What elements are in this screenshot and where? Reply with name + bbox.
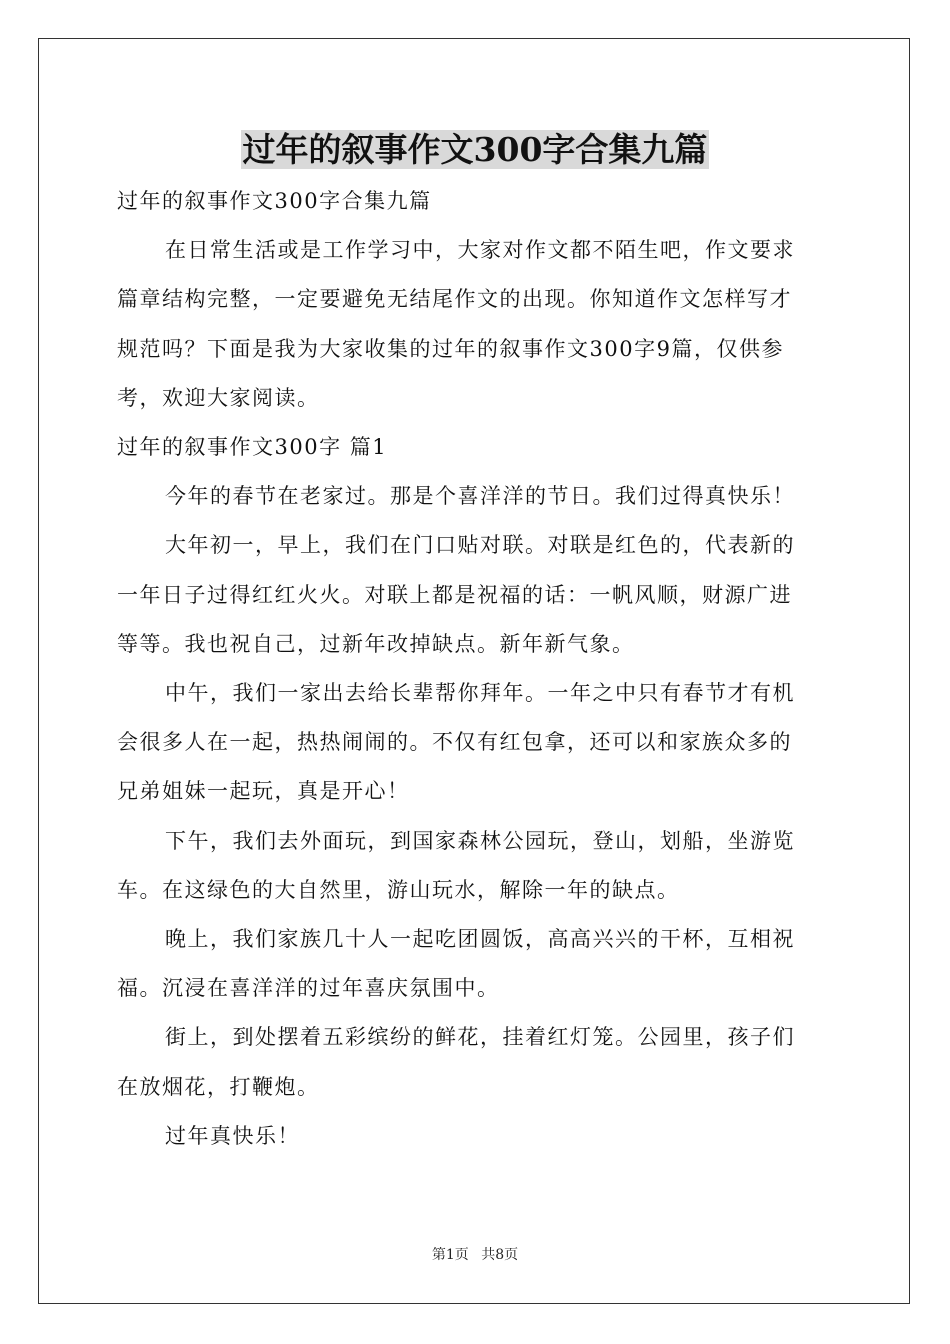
text-line: 过年真快乐！ <box>165 1123 300 1148</box>
page-title <box>117 123 833 177</box>
page-number: 第1页 <box>431 1247 469 1263</box>
page-total: 共8页 <box>481 1247 519 1263</box>
text-line: 篇章结构完整，一定要避免无结尾作文的出现。你知道作文怎样写才 <box>117 287 792 312</box>
text-line: 会很多人在一起，热热闹闹的。不仅有红包拿，还可以和家族众多的 <box>117 730 792 755</box>
text-line: 考，欢迎大家阅读。 <box>117 385 320 410</box>
text-line: 在日常生活或是工作学习中，大家对作文都不陌生吧，作文要求 <box>165 238 795 263</box>
text-line: 今年的春节在老家过。那是个喜洋洋的节日。我们过得真快乐！ <box>165 484 795 509</box>
text-line: 一年日子过得红红火火。对联上都是祝福的话：一帆风顺，财源广进 <box>117 582 792 607</box>
text-line: 中午，我们一家出去给长辈帮你拜年。一年之中只有春节才有机 <box>165 681 795 706</box>
page-footer <box>0 1244 950 1264</box>
text-line: 大年初一，早上，我们在门口贴对联。对联是红色的，代表新的 <box>165 533 795 558</box>
text-line: 过年的叙事作文300字 篇1 <box>117 435 388 460</box>
text-line: 福。沉浸在喜洋洋的过年喜庆氛围中。 <box>117 976 500 1001</box>
text-line: 在放烟花，打鞭炮。 <box>117 1074 320 1099</box>
text-line: 晚上，我们家族几十人一起吃团圆饭，高高兴兴的干杯，互相祝 <box>165 927 795 952</box>
text-line: 规范吗？下面是我为大家收集的过年的叙事作文300字9篇，仅供参 <box>117 336 784 361</box>
document-body <box>117 123 833 1161</box>
document-subtitle: 过年的叙事作文300字合集九篇 <box>117 189 432 213</box>
text-line: 兄弟姐妹一起玩，真是开心！ <box>117 779 410 804</box>
text-line: 等等。我也祝自己，过新年改掉缺点。新年新气象。 <box>117 631 635 656</box>
text-line: 街上，到处摆着五彩缤纷的鲜花，挂着红灯笼。公园里，孩子们 <box>165 1025 795 1050</box>
text-line: 车。在这绿色的大自然里，游山玩水，解除一年的缺点。 <box>117 877 680 902</box>
page-title-text: 过年的叙事作文300字合集九篇 <box>242 130 708 169</box>
text-line: 下午，我们去外面玩，到国家森林公园玩，登山，划船，坐游览 <box>165 828 795 853</box>
paragraph-lines <box>117 226 833 1161</box>
